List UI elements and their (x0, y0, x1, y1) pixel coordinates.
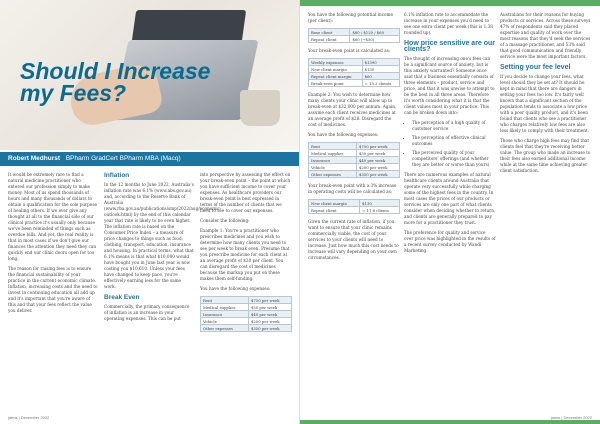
paragraph: 6.1% inflation rate to accommodate the increase in your expenses you'd need to see one extra client per week (this is 1.38 rounded up). (404, 12, 493, 35)
income-table (308, 28, 400, 43)
list-item: • The perceived quality of your competitors' offerings (and whether they are better or worse than yours) (412, 150, 496, 168)
paragraph: The reason for raising fees is to ensure the financial sustainability of your practice in the current economic climate. Inflation, increasing costs and the need to invest in continuing education all add up and it's important that you're aware of this and that your fees reflect the value you deliver. (8, 266, 98, 313)
paragraph: You have the following expenses: (308, 132, 379, 137)
coffee-mug (240, 90, 280, 126)
right-column-3 (500, 12, 592, 178)
table-row: Insurance $40 per week (201, 311, 292, 318)
paragraph: into perspective by assessing the effect on your break-even point – the point at which you have sufficient income to cover your expenses. As healthcare providers our break-even point is best expressed in terms of the number of clients that we need to see to cover our expenses. (200, 172, 291, 213)
table-row: Other expenses $350 per week (309, 171, 400, 178)
author-credentials: BPharm GradCert BPharm MBA (Macq) (65, 155, 181, 162)
expenses-table (200, 296, 292, 332)
table-row: Repeat client $60 (~$50) (309, 36, 400, 43)
table-row: Vehicle $200 per week (309, 164, 400, 171)
paragraph: In the 12 months to June 2022, Australia's inflation rate was 6.1% (www.abs.gov.au) and, according to the Reserve Bank of Australia (www.rba.gov.au/publications/smp/2022/aug/economic-outlook.html) by the end of this calendar year that rate is likely to be even higher. The inflation rate is based on the Consumer Price Index – a measure of price changes to things such as food, clothing, transport, education, insurance and housing. In practical terms, what that 6.1% means is that what $10,000 would have bought you in June last year is now costing you $10,610. Unless your fees have changed to keep pace, you're effectively earning less for the same work. (104, 182, 222, 289)
paragraph: You have the following expenses: (200, 286, 271, 291)
table-row: Weekly expenses $1390 (309, 59, 400, 66)
table-row: New client margin $130 (309, 66, 400, 73)
bottom-green-bar (300, 420, 600, 424)
break-even-table (308, 58, 400, 87)
inflation-table (308, 199, 400, 214)
paragraph: Australians for their reasons for buying products or services. Across these surveys 47% of respondents said they placed expertise and quality of work over the most reasons that they'd seek the services of a massage practitioner, and 53% said that good communication and friendly service were the most important factors. (500, 12, 591, 59)
list-item: • The perception of effective clinical outcomes (412, 135, 496, 147)
expenses-table-2 (308, 142, 400, 178)
author-name: Robert Medhurst (8, 155, 60, 162)
paragraph: Your break-even point with a 3% increase in operating costs will be calculated as: (308, 183, 397, 194)
bullet-list (412, 120, 496, 168)
left-column-2 (104, 168, 222, 326)
footer-right: jatms | December 2022 (550, 415, 592, 420)
table-row: Break-even point = 13.2 clients (309, 80, 400, 87)
paragraph: It would be extremely rare to find a natural medicine practitioner who entered our profession simply to make money. Most of us spend thousands of hours and many thousands of dollars to obtain a qualification for the sole purpose of healing others. If we ever give any thought at all to the financial side of our clinical practice it's usually only because we've been reminded of things such as overdue bills. And yet, the real reality is that in most cases if we don't give our finances the attention they need they can quickly end our clinic doors open for too long. (8, 172, 97, 261)
paragraph: Example 2: You wish to determine how many clients your clinic will allow up to break-even at $32,000 per annum. Again, assume each client receives medicines at an average profit of $28. Disregard the cost of medicines. (308, 92, 397, 127)
right-page (300, 0, 600, 424)
table-row: Rent $750 per week (309, 143, 400, 150)
table-row: Medical supplies $50 per week (309, 150, 400, 157)
footer-left: jatms | December 2022 (8, 415, 50, 420)
right-column-1 (308, 12, 400, 265)
section-heading-price-sensitivity: How price sensitive are our clients? (404, 40, 496, 53)
paragraph: There are numerous examples of natural healthcare clients around Australia that operate very successfully while charging some of the highest fees in the country. In most cases the prices of our products or services are only one part of what clients consider when deciding whether to return, and clients are generally prepared to pay more for a practitioner they trust. (404, 172, 496, 225)
paragraph: Given the current rate of inflation, if you want to ensure that your clinic remains commercially viable, the cost of your services to your clients will need to increase. Just how much this cost needs to increase will vary depending on your own circumstances. (308, 219, 399, 260)
paragraph: Consider the following: (200, 218, 250, 223)
author-byline (0, 152, 300, 166)
table-row: Base client $80 / $120 / $60 (309, 29, 400, 36)
section-heading-break-even: Break Even (104, 294, 140, 301)
right-column-2 (404, 12, 496, 258)
article-title (20, 60, 210, 104)
paragraph: If you decide to change your fees, what level should they be set at? It should be kept in mind that there are dangers in setting your fees too low. It's fairly well known that a significant section of the population tends to associate a low price with a poor quality product, and it's been found that clients who see a practitioner who charges relatively low fees are also less likely to comply with their treatment. (500, 74, 589, 133)
left-column-3 (200, 172, 292, 337)
list-item: • The perception of a high quality of customer service (412, 120, 496, 132)
table-row: Medical supplies $50 per week (201, 304, 292, 311)
table-row: New client margin $130 (309, 200, 400, 207)
table-row: Rent $750 per week (201, 297, 292, 304)
section-heading-inflation: Inflation (104, 172, 130, 179)
section-heading-setting-fee-level: Setting your fee level (500, 64, 571, 71)
title-line-2: my Fees? (20, 80, 127, 106)
paragraph: The preference for quality and service over price was highlighted in the results of a recent survey conducted by Wandi Marketing. (404, 230, 496, 253)
table-row: Repeat client = 11.6 clients (309, 207, 400, 214)
paragraph: Those who charge high fees may find that clients feel that they're receiving better value. The group who made an increase to their fees also earned additional income while at the same time achieving greater client satisfaction. (500, 138, 591, 173)
paragraph: Commercially, the primary consequence of inflation is an increase in your operating expenses. This can be put (104, 304, 190, 321)
table-row: Insurance $40 per week (309, 157, 400, 164)
table-row: Other expenses $350 per week (201, 325, 292, 332)
paragraph: You have the following potential income (per client): (308, 12, 394, 23)
table-row: Repeat client margin $60 (309, 73, 400, 80)
paragraph: The thought of increasing one's fees can be a significant source of anxiety, but is this anxiety warranted? Someone once said that a business essentially consists of three elements – product, service and price, and that it was unwise to attempt to be the best in all three areas. Therefore it's worth considering what it is that the client values most in your practice. This can be broken down into: (404, 56, 495, 115)
paragraph: Your break-even point is calculated as: (308, 48, 391, 53)
title-line-1: Should I Increase (20, 58, 211, 84)
left-column-1 (8, 172, 98, 318)
table-row: Vehicle $200 per week (201, 318, 292, 325)
top-green-bar (300, 0, 600, 6)
paragraph: Example 1: You're a practitioner who prescribes medicines and you wish to determine how many clients you need to see per week to break even. Presume that you prescribe medicine for each client at an average profit of $30 per client. You can disregard the cost of medicines because the markup you put on these makes them self-funding. (200, 228, 290, 281)
